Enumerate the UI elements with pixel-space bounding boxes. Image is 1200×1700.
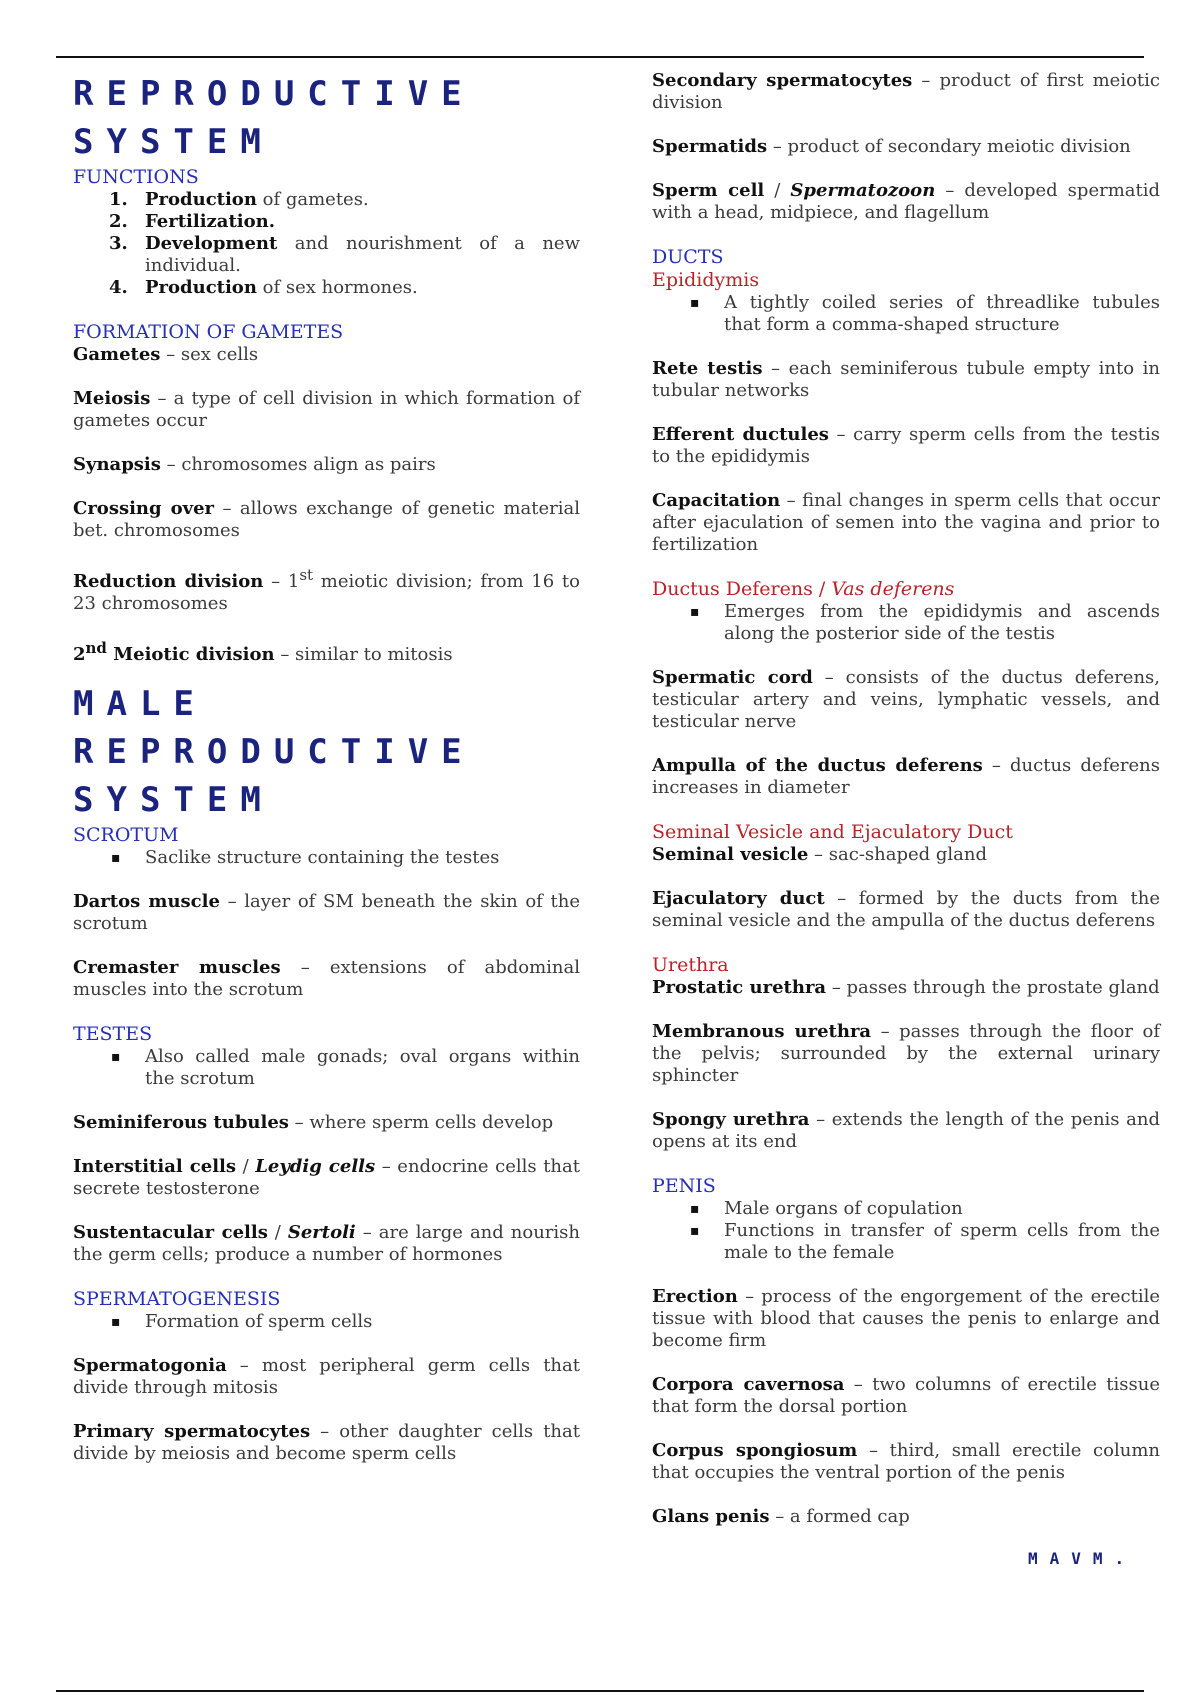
def-ejaculatory-duct: Ejaculatory duct – formed by the ducts from the seminal vesicle and the ampulla of the ductus deferens bbox=[652, 888, 1161, 931]
penis-bullets bbox=[652, 1198, 1160, 1264]
def-spermatids: Spermatids – product of secondary meiotic division bbox=[652, 136, 1131, 157]
def-interstitial: Interstitial cells / Leydig cells – endocrine cells that secrete testosterone bbox=[73, 1156, 580, 1199]
seminal-vesicle-heading: Seminal Vesicle and Ejaculatory Duct bbox=[652, 821, 1013, 843]
def-second-meiotic: 2nd Meiotic division – similar to mitosis bbox=[73, 639, 453, 665]
list-item: ▪ Also called male gonads; oval organs within the scrotum bbox=[145, 1046, 580, 1090]
main-title: REPRODUCTIVE SYSTEM bbox=[73, 74, 475, 162]
deferens-bullets bbox=[652, 601, 1160, 645]
def-primary-spermatocytes: Primary spermatocytes – other daughter cells that divide by meiosis and become sperm cells bbox=[73, 1421, 580, 1464]
epididymis-heading: Epididymis bbox=[652, 269, 760, 291]
ductus-deferens-heading: Ductus Deferens / Vas deferens bbox=[652, 578, 955, 600]
list-item: ▪ Emerges from the epididymis and ascends along the posterior side of the testis bbox=[724, 601, 1160, 645]
list-item: 2. Fertilization. bbox=[109, 211, 275, 232]
def-prostatic-urethra: Prostatic urethra – passes through the prostate gland bbox=[652, 977, 1160, 998]
penis-heading: PENIS bbox=[652, 1175, 716, 1197]
spermatogenesis-bullets bbox=[73, 1311, 580, 1333]
def-membranous-urethra: Membranous urethra – passes through the floor of the pelvis; surrounded by the external urinary sphincter bbox=[652, 1021, 1160, 1086]
def-ampulla: Ampulla of the ductus deferens – ductus deferens increases in diameter bbox=[652, 755, 1160, 798]
def-gametes: Gametes – sex cells bbox=[73, 344, 259, 365]
def-seminal-vesicle: Seminal vesicle – sac-shaped gland bbox=[652, 844, 988, 865]
epididymis-bullets bbox=[652, 292, 1160, 336]
functions-list bbox=[73, 189, 580, 299]
male-title: MALE REPRODUCTIVE SYSTEM bbox=[73, 684, 475, 820]
left-column bbox=[73, 70, 580, 1465]
def-crossing-over: Crossing over – allows exchange of genetic material bet. chromosomes bbox=[73, 498, 580, 541]
functions-heading: FUNCTIONS bbox=[73, 166, 199, 188]
top-rule bbox=[56, 56, 1144, 58]
def-spermatic-cord: Spermatic cord – consists of the ductus deferens, testicular artery and veins, lymphatic vessels, and testicular nerve bbox=[652, 667, 1160, 732]
def-sustentacular: Sustentacular cells / Sertoli – are large and nourish the germ cells; produce a number of hormones bbox=[73, 1222, 580, 1265]
def-erection: Erection – process of the engorgement of the erectile tissue with blood that causes the penis to enlarge and become firm bbox=[652, 1286, 1160, 1351]
def-corpus-spongiosum: Corpus spongiosum – third, small erectile column that occupies the ventral portion of the penis bbox=[652, 1440, 1160, 1483]
list-item: 1. Production of gametes. bbox=[109, 189, 369, 210]
list-item: ▪ Male organs of copulation bbox=[724, 1198, 1160, 1220]
testes-bullets bbox=[73, 1046, 580, 1090]
list-item: ▪ Formation of sperm cells bbox=[145, 1311, 580, 1333]
def-glans-penis: Glans penis – a formed cap bbox=[652, 1506, 910, 1527]
right-column bbox=[652, 70, 1160, 1528]
def-dartos: Dartos muscle – layer of SM beneath the skin of the scrotum bbox=[73, 891, 580, 934]
author-signature: MAVM. bbox=[1028, 1549, 1137, 1568]
def-seminiferous: Seminiferous tubules – where sperm cells develop bbox=[73, 1112, 554, 1133]
def-corpora-cavernosa: Corpora cavernosa – two columns of erectile tissue that form the dorsal portion bbox=[652, 1374, 1160, 1417]
spermatogenesis-heading: SPERMATOGENESIS bbox=[73, 1288, 281, 1310]
scrotum-bullets bbox=[73, 847, 580, 869]
scrotum-heading: SCROTUM bbox=[73, 824, 179, 846]
list-item: 3. Development and nourishment of a new individual. bbox=[109, 233, 580, 276]
def-cremaster: Cremaster muscles – extensions of abdominal muscles into the scrotum bbox=[73, 957, 580, 1000]
def-meiosis: Meiosis – a type of cell division in which formation of gametes occur bbox=[73, 388, 580, 431]
testes-heading: TESTES bbox=[73, 1023, 153, 1045]
bottom-rule bbox=[56, 1690, 1144, 1692]
def-spongy-urethra: Spongy urethra – extends the length of the penis and opens at its end bbox=[652, 1109, 1161, 1152]
formation-heading: FORMATION OF GAMETES bbox=[73, 321, 344, 343]
def-rete-testis: Rete testis – each seminiferous tubule empty into in tubular networks bbox=[652, 358, 1160, 401]
list-item: ▪ Saclike structure containing the testes bbox=[145, 847, 580, 869]
def-capacitation: Capacitation – final changes in sperm cells that occur after ejaculation of semen into the vagina and prior to fertilization bbox=[652, 490, 1160, 555]
def-secondary-spermatocytes: Secondary spermatocytes – product of first meiotic division bbox=[652, 70, 1160, 113]
ducts-heading: DUCTS bbox=[652, 246, 724, 268]
def-synapsis: Synapsis – chromosomes align as pairs bbox=[73, 454, 436, 475]
list-item: ▪ Functions in transfer of sperm cells from the male to the female bbox=[724, 1220, 1160, 1264]
urethra-heading: Urethra bbox=[652, 954, 729, 976]
list-item: 4. Production of sex hormones. bbox=[109, 277, 418, 298]
def-sperm-cell: Sperm cell / Spermatozoon – developed spermatid with a head, midpiece, and flagellum bbox=[652, 180, 1161, 223]
def-reduction-division: Reduction division – 1st meiotic division; from 16 to 23 chromosomes bbox=[73, 566, 581, 614]
def-efferent: Efferent ductules – carry sperm cells from the testis to the epididymis bbox=[652, 424, 1160, 467]
def-spermatogonia: Spermatogonia – most peripheral germ cells that divide through mitosis bbox=[73, 1355, 580, 1398]
list-item: ▪ A tightly coiled series of threadlike tubules that form a comma-shaped structure bbox=[724, 292, 1160, 336]
